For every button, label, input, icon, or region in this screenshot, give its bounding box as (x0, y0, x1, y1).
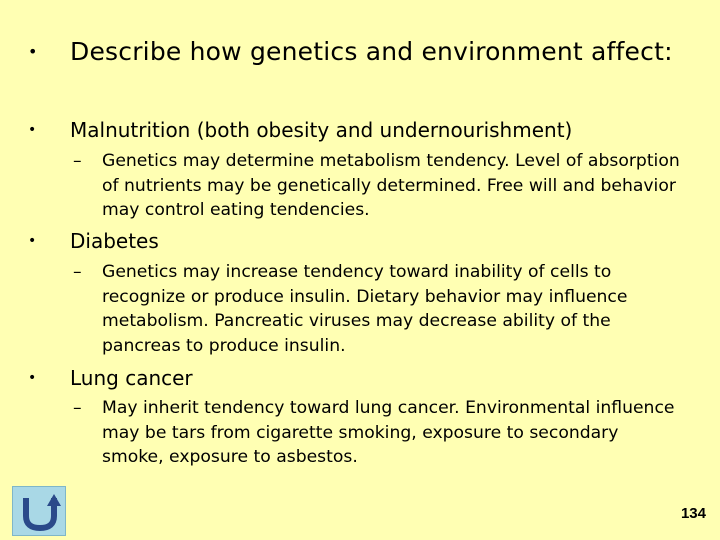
dash: – (73, 151, 82, 171)
bullet: • (28, 122, 37, 138)
bullet-title: Malnutrition (both obesity and undernourishment) (70, 118, 573, 142)
bullet-title: Lung cancer (70, 366, 193, 390)
bullet-malnutrition (28, 117, 688, 143)
u-turn-back-arrow-icon (18, 492, 62, 532)
sub-bullet-lung-cancer (73, 396, 683, 470)
slide-heading (28, 33, 678, 70)
dash: – (73, 262, 82, 282)
sub-bullet-text: Genetics may increase tendency toward inability of cells to recognize or produce insulin. Dietary behavior may influence metabolism. Pancreatic viruses may decrease ability of the pancreas to produce insulin. (102, 262, 628, 356)
sub-bullet-text: May inherit tendency toward lung cancer. Environmental influence may be tars from cigarette smoking, exposure to secondary smoke, exposure to asbestos. (102, 398, 675, 467)
bullet: • (28, 233, 37, 249)
bullet-lung-cancer (28, 365, 688, 391)
page-number: 134 (680, 505, 706, 522)
bullet: • (28, 42, 38, 61)
heading-text: Describe how genetics and environment affect: (70, 37, 673, 66)
sub-bullet-malnutrition (73, 149, 683, 223)
dash: – (73, 398, 82, 418)
sub-bullet-diabetes (73, 260, 683, 358)
bullet: • (28, 370, 37, 386)
back-button[interactable] (12, 486, 66, 536)
sub-bullet-text: Genetics may determine metabolism tendency. Level of absorption of nutrients may be genetically determined. Free will and behavior may control eating tendencies. (102, 151, 680, 220)
bullet-title: Diabetes (70, 229, 159, 253)
bullet-diabetes (28, 228, 688, 254)
